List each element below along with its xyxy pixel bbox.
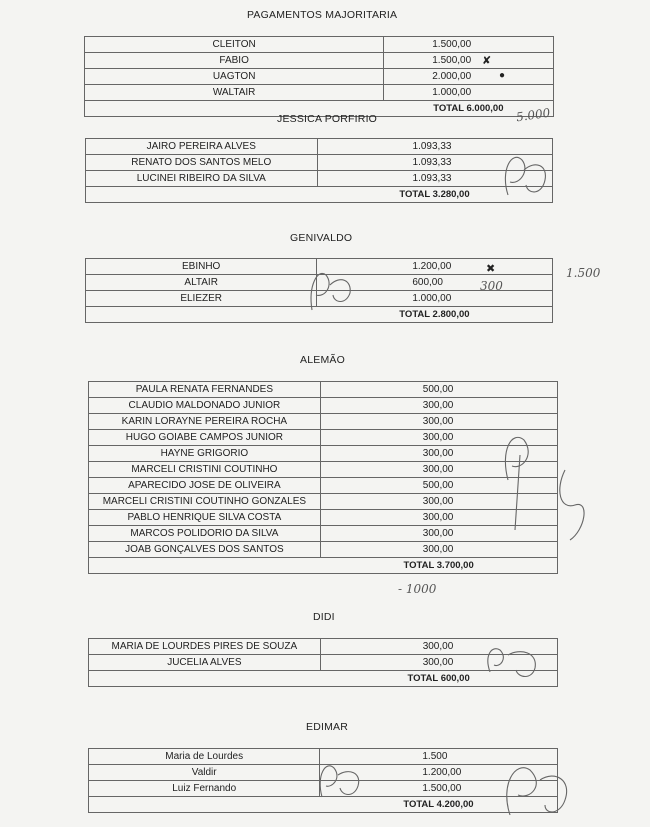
row-name: JAIRO PEREIRA ALVES [86,139,318,155]
table-row [89,398,558,414]
table-row [89,414,558,430]
row-value: 2.000,00 [384,69,554,85]
row-name: Maria de Lourdes [89,749,320,765]
handwritten-note: - 1000 [398,582,437,596]
total-row [89,797,558,813]
row-name: MARCOS POLIDORIO DA SILVA [89,526,321,542]
table-row [85,85,554,101]
total-row [86,187,553,203]
row-value: 500,00 [320,478,557,494]
row-value: 300,00 [320,655,557,671]
table-row [89,639,558,655]
row-name: CLEITON [85,37,384,53]
row-value: 500,00 [320,382,557,398]
row-name: MARCELI CRISTINI COUTINHO GONZALES [89,494,321,510]
row-name: LUCINEI RIBEIRO DA SILVA [86,171,318,187]
total-row [89,558,558,574]
handwritten-note: 5.000 [515,105,552,125]
row-name: HAYNE GRIGORIO [89,446,321,462]
row-value: 600,00 [317,275,553,291]
row-name: MARIA DE LOURDES PIRES DE SOUZA [89,639,321,655]
section-title-didi: DIDI [313,611,335,623]
row-value: 300,00 [320,446,557,462]
row-name: ELIEZER [86,291,317,307]
row-value: 1.500,00 [384,37,554,53]
row-name: FABIO [85,53,384,69]
row-value: 300,00 [320,542,557,558]
total-row [89,671,558,687]
row-value: 1.500 [320,749,558,765]
table-row [89,382,558,398]
section-title-edimar: EDIMAR [306,721,349,733]
row-value: 300,00 [320,526,557,542]
row-name: RENATO DOS SANTOS MELO [86,155,318,171]
row-value: 300,00 [320,494,557,510]
table-jessica [85,138,553,203]
row-value: 1.000,00 [317,291,553,307]
row-name: Valdir [89,765,320,781]
row-value: 1.000,00 [384,85,554,101]
x-mark-icon: ✖ [486,263,496,275]
table-edimar [88,748,558,813]
table-row [89,494,558,510]
row-value: 300,00 [320,462,557,478]
total-value: TOTAL 4.200,00 [320,797,558,813]
row-value: 300,00 [320,430,557,446]
row-value: 1.200,00 [320,765,558,781]
table-row [86,259,553,275]
table-row [85,69,554,85]
table-row [85,37,554,53]
row-name: PABLO HENRIQUE SILVA COSTA [89,510,321,526]
table-row [86,155,553,171]
section-title-jessica: JESSICA PORFIRIO [277,113,378,125]
row-name: UAGTON [85,69,384,85]
table-row [89,542,558,558]
total-value: TOTAL 2.800,00 [317,307,553,323]
table-row [89,655,558,671]
row-value: 1.093,33 [317,139,552,155]
row-name: PAULA RENATA FERNANDES [89,382,321,398]
section-title-majoritaria: PAGAMENTOS MAJORITARIA [247,9,398,21]
section-title-genivaldo: GENIVALDO [290,232,353,244]
row-name: JOAB GONÇALVES DOS SANTOS [89,542,321,558]
table-row [89,781,558,797]
x-mark-icon: ✘ [482,55,492,67]
row-value: 1.093,33 [317,155,552,171]
row-name: Luiz Fernando [89,781,320,797]
table-row [89,430,558,446]
table-alemao [88,381,558,574]
row-name: JUCELIA ALVES [89,655,321,671]
total-value: TOTAL 3.280,00 [317,187,552,203]
table-row [86,171,553,187]
handwritten-note: 300 [480,279,503,293]
total-value: TOTAL 600,00 [320,671,557,687]
total-row [86,307,553,323]
handwritten-note: 1.500 [566,266,601,280]
total-value: TOTAL 3.700,00 [320,558,557,574]
table-majoritaria [84,36,554,117]
row-name: EBINHO [86,259,317,275]
table-row [89,749,558,765]
section-title-alemao: ALEMÃO [300,354,345,366]
row-value: 300,00 [320,398,557,414]
row-value: 300,00 [320,510,557,526]
row-value: 1.200,00 [317,259,553,275]
table-row [89,765,558,781]
total-value: TOTAL 6.000,00 [384,101,554,117]
table-row [89,446,558,462]
row-value: 300,00 [320,639,557,655]
row-value: 1.093,33 [317,171,552,187]
table-row [89,526,558,542]
row-value: 1.500,00 [384,53,554,69]
table-row [86,139,553,155]
row-name: ALTAIR [86,275,317,291]
row-value: 300,00 [320,414,557,430]
row-value: 1.500,00 [320,781,558,797]
row-name: APARECIDO JOSE DE OLIVEIRA [89,478,321,494]
row-name: WALTAIR [85,85,384,101]
dot-mark-icon: ● [499,70,506,81]
table-row [89,478,558,494]
row-name: CLAUDIO MALDONADO JUNIOR [89,398,321,414]
row-name: KARIN LORAYNE PEREIRA ROCHA [89,414,321,430]
table-row [89,462,558,478]
row-name: MARCELI CRISTINI COUTINHO [89,462,321,478]
table-row [89,510,558,526]
row-name: HUGO GOIABE CAMPOS JUNIOR [89,430,321,446]
table-didi [88,638,558,687]
